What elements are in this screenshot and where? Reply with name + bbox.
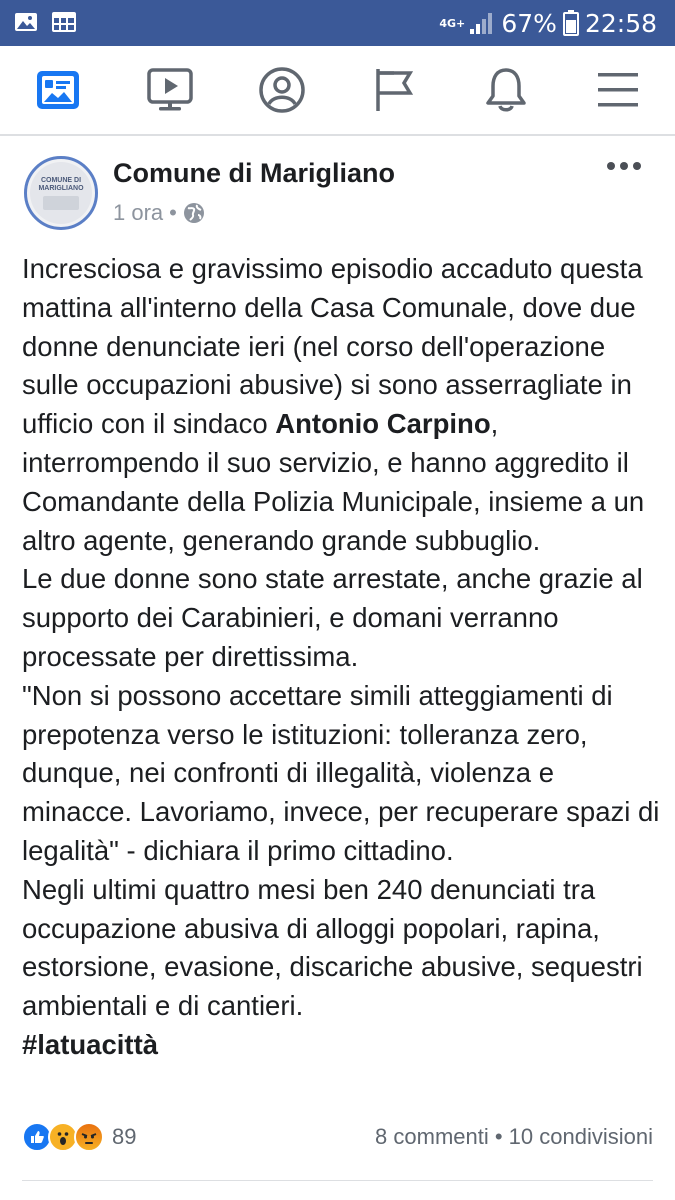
post-text-segment: , interrompendo il suo servizio, e hanno aggredito il Comandante della Polizia Municipale, insieme a un altro agente, generando grande subbuglio.	[22, 408, 645, 556]
meta-separator: •	[169, 200, 177, 225]
bell-icon	[484, 67, 528, 113]
flag-icon	[374, 67, 414, 113]
post-paragraph-3: "Non si possono accettare simili atteggiamenti di prepotenza verso le istituzioni: tolleranza zero, dunque, nei confronti di illegalità, violenza e minacce. Lavoriamo, invece, per recuperare spazi di legalità" - dichiara il primo cittadino.	[22, 679, 660, 866]
globe-icon	[183, 202, 205, 224]
tab-notifications[interactable]	[450, 46, 562, 134]
battery-icon	[563, 10, 579, 36]
post-paragraph-2: Le due donne sono state arrestate, anche grazie al supporto dei Carabinieri, e domani verranno processate per direttissima.	[22, 563, 643, 672]
more-dot	[620, 162, 628, 170]
avatar-logo	[30, 162, 92, 224]
watch-video-icon	[147, 68, 193, 112]
post-text	[22, 250, 662, 1065]
more-dot	[607, 162, 615, 170]
news-feed-icon	[36, 70, 80, 110]
avatar-logo-text: COMUNE DI MARIGLIANO	[38, 176, 84, 192]
post-paragraph-4: Negli ultimi quattro mesi ben 240 denunciati tra occupazione abusiva di alloggi popolari, rapina, estorsione, evasione, discariche abusive, sequestri ambientali e di cantieri.	[22, 873, 643, 1022]
battery-percentage: 67%	[501, 8, 557, 38]
tab-watch[interactable]	[114, 46, 226, 134]
profile-icon	[259, 67, 305, 113]
calendar-grid-icon	[52, 10, 76, 34]
reaction-count: 89	[112, 1124, 137, 1149]
comments-shares-count[interactable]: 8 commenti • 10 condivisioni	[375, 1124, 653, 1149]
post-meta	[113, 200, 205, 226]
divider	[22, 1180, 653, 1181]
tab-menu[interactable]	[562, 46, 674, 134]
post-time[interactable]: 1 ora	[113, 200, 164, 225]
more-options-button[interactable]	[607, 162, 641, 170]
network-type: 4G+	[439, 16, 466, 30]
tab-news-feed[interactable]	[2, 46, 114, 134]
angry-reaction-icon	[74, 1122, 104, 1152]
page-name[interactable]: Comune di Marigliano	[113, 158, 396, 188]
top-navigation	[0, 46, 675, 136]
reactions-summary[interactable]	[22, 1122, 136, 1152]
signal-icon	[469, 11, 495, 35]
gallery-icon	[14, 10, 38, 34]
clock: 22:58	[584, 8, 657, 38]
mayor-name: Antonio Carpino	[275, 408, 491, 440]
post-paragraph-1	[22, 250, 662, 560]
more-dot	[633, 162, 641, 170]
tab-pages[interactable]	[338, 46, 450, 134]
page-avatar[interactable]	[24, 156, 98, 230]
tab-profile[interactable]	[226, 46, 338, 134]
status-bar	[0, 0, 675, 46]
post-text-segment: Incresciosa e gravissimo episodio accaduto questa mattina all'interno della Casa Comunale, dove due donne denunciate ieri (nel corso dell'operazione sulle occupazioni abusive) si sono asserragliate in ufficio con il sindaco	[22, 253, 643, 440]
post-card	[0, 136, 675, 1200]
hamburger-menu-icon	[596, 71, 640, 109]
hashtag-link[interactable]: #latuacittà	[22, 1028, 159, 1060]
town-hall-image	[43, 196, 79, 210]
